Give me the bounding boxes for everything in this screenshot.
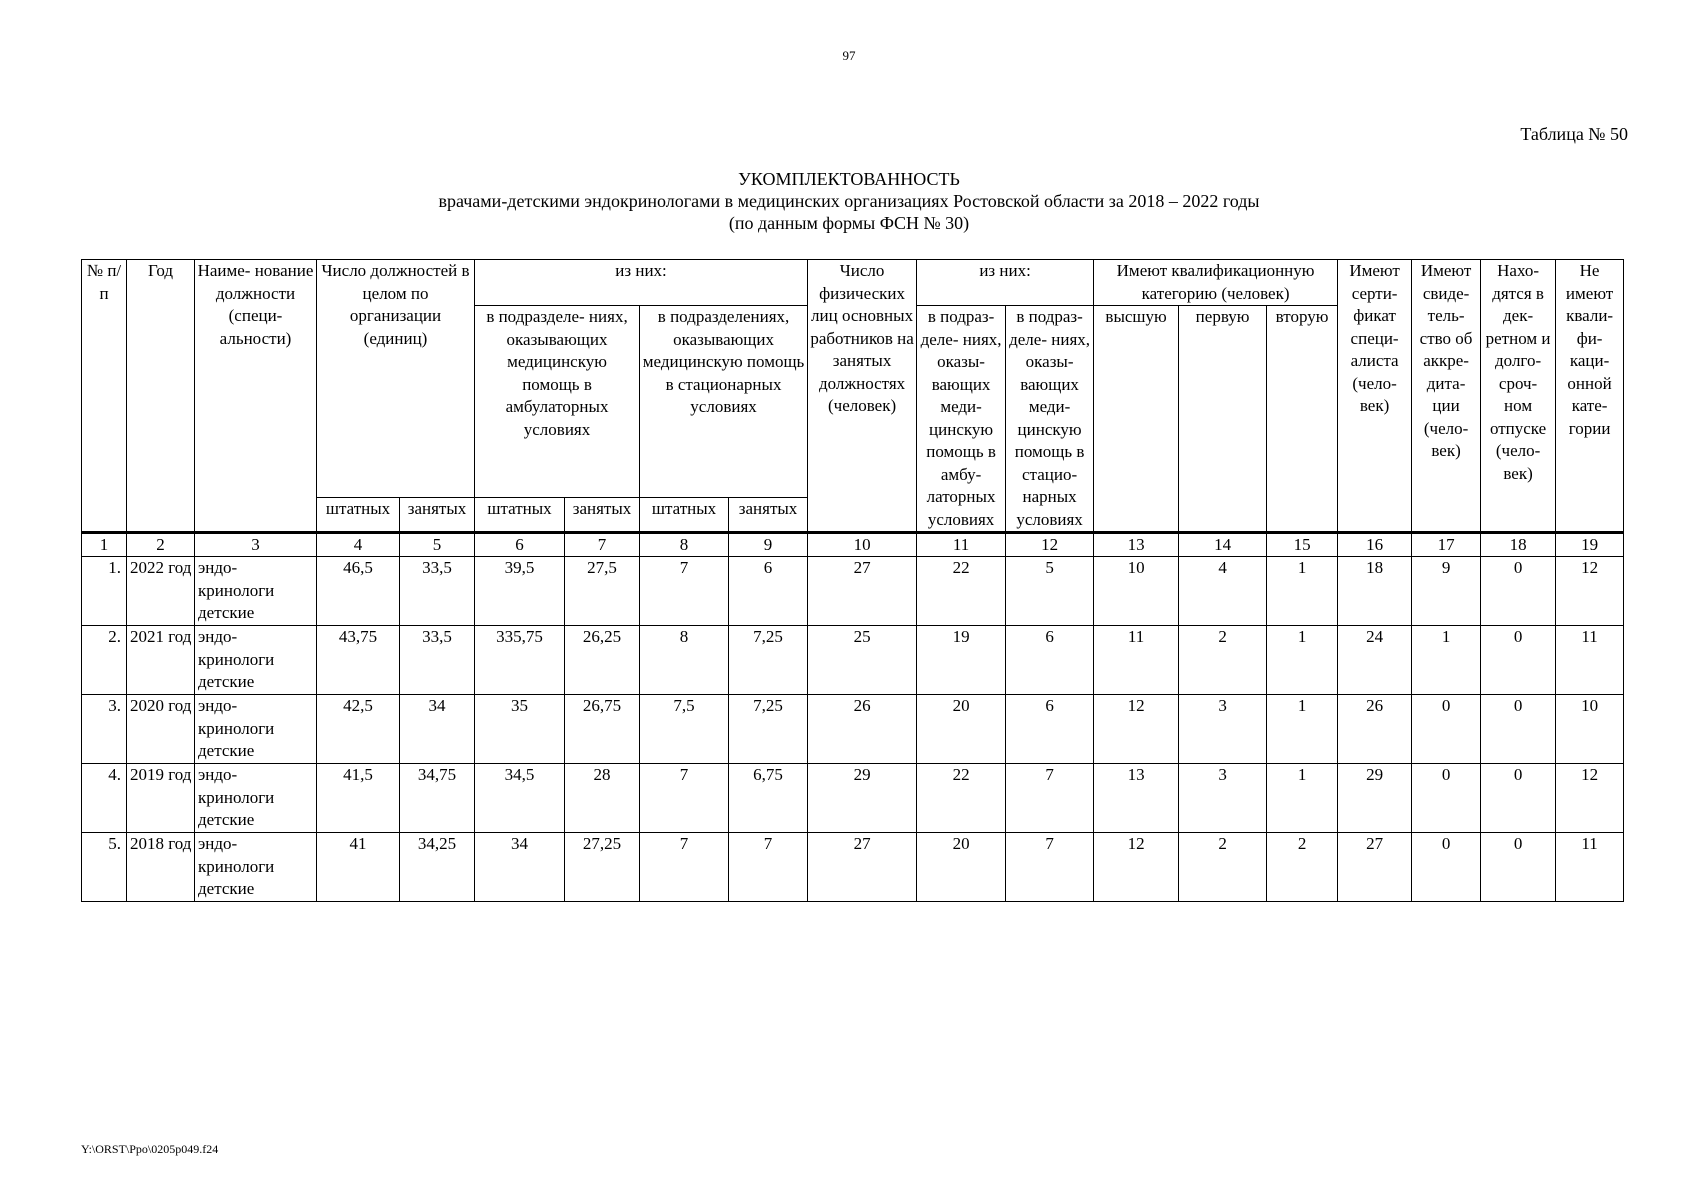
column-number: 18 <box>1481 533 1556 557</box>
cell-inpatient-staff: 7 <box>640 557 729 626</box>
cell-inpatient-staff: 8 <box>640 626 729 695</box>
cell-inpatient-occupied: 7 <box>729 833 808 902</box>
cell-ambulatory-occupied: 27,25 <box>565 833 640 902</box>
cell-second: 1 <box>1267 626 1338 695</box>
column-number: 17 <box>1412 533 1481 557</box>
cell-highest: 10 <box>1094 557 1179 626</box>
cell-positions-staff: 43,75 <box>317 626 400 695</box>
column-number: 12 <box>1006 533 1094 557</box>
cell-year: 2021 год <box>127 626 195 695</box>
column-number: 1 <box>82 533 127 557</box>
table-row <box>82 764 1624 833</box>
cell-position-name: эндо- кринологи детские <box>195 764 317 833</box>
column-number: 7 <box>565 533 640 557</box>
cell-ambulatory-staff: 39,5 <box>475 557 565 626</box>
cell-position-name: эндо- кринологи детские <box>195 833 317 902</box>
cell-second: 1 <box>1267 764 1338 833</box>
header-first: первую <box>1179 306 1267 533</box>
cell-no: 5. <box>82 833 127 902</box>
cell-ambulatory-occupied: 26,25 <box>565 626 640 695</box>
cell-leave: 0 <box>1481 764 1556 833</box>
cell-highest: 11 <box>1094 626 1179 695</box>
cell-second: 1 <box>1267 557 1338 626</box>
cell-first: 4 <box>1179 557 1267 626</box>
cell-ambulatory-occupied: 26,75 <box>565 695 640 764</box>
cell-positions-occupied: 33,5 <box>400 557 475 626</box>
cell-certificate: 18 <box>1338 557 1412 626</box>
column-number-row <box>82 533 1624 557</box>
cell-certificate: 27 <box>1338 833 1412 902</box>
cell-inpatient-occupied: 6,75 <box>729 764 808 833</box>
cell-no: 1. <box>82 557 127 626</box>
cell-ambulatory-staff: 335,75 <box>475 626 565 695</box>
cell-inpatient-staff: 7 <box>640 833 729 902</box>
cell-ambulatory-occupied: 28 <box>565 764 640 833</box>
cell-ambulatory-occupied: 27,5 <box>565 557 640 626</box>
title-line-2: врачами-детскими эндокринологами в медицинских организациях Ростовской области за 2018 – 2022 годы <box>438 191 1260 211</box>
cell-no-category: 12 <box>1556 557 1624 626</box>
cell-ambulatory-staff: 34 <box>475 833 565 902</box>
cell-phys-inpatient: 6 <box>1006 695 1094 764</box>
cell-first: 2 <box>1179 833 1267 902</box>
cell-positions-staff: 46,5 <box>317 557 400 626</box>
header-of-them-1: из них: <box>475 260 808 306</box>
cell-position-name: эндо- кринологи детские <box>195 626 317 695</box>
cell-leave: 0 <box>1481 833 1556 902</box>
header-staff: штатных <box>317 498 400 533</box>
cell-highest: 12 <box>1094 833 1179 902</box>
cell-accreditation: 0 <box>1412 695 1481 764</box>
cell-inpatient-occupied: 7,25 <box>729 695 808 764</box>
cell-accreditation: 9 <box>1412 557 1481 626</box>
column-number: 5 <box>400 533 475 557</box>
cell-positions-occupied: 34,25 <box>400 833 475 902</box>
cell-phys-ambulatory: 20 <box>917 833 1006 902</box>
header-occupied: занятых <box>400 498 475 533</box>
cell-year: 2020 год <box>127 695 195 764</box>
cell-accreditation: 1 <box>1412 626 1481 695</box>
cell-positions-staff: 41 <box>317 833 400 902</box>
cell-certificate: 29 <box>1338 764 1412 833</box>
column-number: 19 <box>1556 533 1624 557</box>
header-of-them-2: из них: <box>917 260 1094 306</box>
cell-no-category: 11 <box>1556 626 1624 695</box>
header-highest: высшую <box>1094 306 1179 533</box>
cell-second: 1 <box>1267 695 1338 764</box>
cell-physical-persons: 29 <box>808 764 917 833</box>
header-no: № п/п <box>82 260 127 533</box>
cell-leave: 0 <box>1481 626 1556 695</box>
cell-inpatient-occupied: 7,25 <box>729 626 808 695</box>
cell-physical-persons: 26 <box>808 695 917 764</box>
header-ambulatory: в подразделе- ниях, оказывающих медицинскую помощь в амбулаторных условиях <box>475 306 640 498</box>
cell-positions-occupied: 34,75 <box>400 764 475 833</box>
header-certificate: Имеют серти- фикат специ- алиста (чело- век) <box>1338 260 1412 533</box>
cell-phys-ambulatory: 19 <box>917 626 1006 695</box>
cell-positions-staff: 42,5 <box>317 695 400 764</box>
cell-positions-staff: 41,5 <box>317 764 400 833</box>
cell-ambulatory-staff: 35 <box>475 695 565 764</box>
cell-phys-ambulatory: 22 <box>917 764 1006 833</box>
header-second: вторую <box>1267 306 1338 533</box>
table-number: Таблица № 50 <box>1520 124 1628 144</box>
cell-highest: 13 <box>1094 764 1179 833</box>
cell-position-name: эндо- кринологи детские <box>195 557 317 626</box>
cell-accreditation: 0 <box>1412 833 1481 902</box>
cell-second: 2 <box>1267 833 1338 902</box>
header-position-name: Наиме- нование должности (специ- альности) <box>195 260 317 533</box>
column-number: 3 <box>195 533 317 557</box>
header-no-category: Не имеют квали- фи- каци- онной кате- гории <box>1556 260 1624 533</box>
cell-inpatient-occupied: 6 <box>729 557 808 626</box>
cell-inpatient-staff: 7 <box>640 764 729 833</box>
cell-inpatient-staff: 7,5 <box>640 695 729 764</box>
table-row <box>82 557 1624 626</box>
cell-no-category: 11 <box>1556 833 1624 902</box>
column-number: 14 <box>1179 533 1267 557</box>
column-number: 11 <box>917 533 1006 557</box>
cell-first: 3 <box>1179 695 1267 764</box>
cell-physical-persons: 27 <box>808 557 917 626</box>
table-row <box>82 695 1624 764</box>
cell-year: 2019 год <box>127 764 195 833</box>
header-positions-total: Число должностей в целом по организации (единиц) <box>317 260 475 498</box>
table-row <box>82 833 1624 902</box>
cell-phys-inpatient: 5 <box>1006 557 1094 626</box>
column-number: 9 <box>729 533 808 557</box>
header-staff: штатных <box>640 498 729 533</box>
column-number: 10 <box>808 533 917 557</box>
column-number: 2 <box>127 533 195 557</box>
cell-year: 2018 год <box>127 833 195 902</box>
column-number: 8 <box>640 533 729 557</box>
table-row <box>82 626 1624 695</box>
cell-position-name: эндо- кринологи детские <box>195 695 317 764</box>
cell-year: 2022 год <box>127 557 195 626</box>
header-leave: Нахо- дятся в дек- ретном и долго- сроч- ном отпуске (чело- век) <box>1481 260 1556 533</box>
column-number: 13 <box>1094 533 1179 557</box>
column-number: 4 <box>317 533 400 557</box>
cell-phys-ambulatory: 22 <box>917 557 1006 626</box>
cell-no-category: 12 <box>1556 764 1624 833</box>
cell-phys-inpatient: 7 <box>1006 764 1094 833</box>
header-physical-persons: Число физических лиц основных работников на занятых должностях (человек) <box>808 260 917 533</box>
cell-leave: 0 <box>1481 557 1556 626</box>
header-phys-ambulatory: в подраз- деле- ниях, оказы- вающих меди- цинскую помощь в амбу- латорных условиях <box>917 306 1006 533</box>
cell-ambulatory-staff: 34,5 <box>475 764 565 833</box>
cell-no-category: 10 <box>1556 695 1624 764</box>
cell-leave: 0 <box>1481 695 1556 764</box>
cell-first: 2 <box>1179 626 1267 695</box>
cell-physical-persons: 27 <box>808 833 917 902</box>
header-year: Год <box>127 260 195 533</box>
header-accreditation: Имеют свиде- тель- ство об аккре- дита- ции (чело- век) <box>1412 260 1481 533</box>
cell-no: 3. <box>82 695 127 764</box>
header-occupied: занятых <box>565 498 640 533</box>
title-line-3: (по данным формы ФСН № 30) <box>728 213 970 233</box>
cell-certificate: 26 <box>1338 695 1412 764</box>
column-number: 15 <box>1267 533 1338 557</box>
column-number: 16 <box>1338 533 1412 557</box>
file-path-footer: Y:\ORST\Ppo\0205p049.f24 <box>81 1142 219 1156</box>
table-title <box>0 168 1698 234</box>
header-qualification: Имеют квалификационную категорию (человек) <box>1094 260 1338 306</box>
cell-phys-ambulatory: 20 <box>917 695 1006 764</box>
page-number: 97 <box>842 48 856 63</box>
cell-positions-occupied: 33,5 <box>400 626 475 695</box>
header-inpatient: в подразделениях, оказывающих медицинскую помощь в стационарных условиях <box>640 306 808 498</box>
title-line-1: УКОМПЛЕКТОВАННОСТЬ <box>738 169 960 189</box>
header-occupied: занятых <box>729 498 808 533</box>
staffing-table <box>81 259 1624 902</box>
cell-no: 2. <box>82 626 127 695</box>
header-phys-inpatient: в подраз- деле- ниях, оказы- вающих меди- цинскую помощь в стацио- нарных условиях <box>1006 306 1094 533</box>
cell-accreditation: 0 <box>1412 764 1481 833</box>
cell-first: 3 <box>1179 764 1267 833</box>
cell-phys-inpatient: 7 <box>1006 833 1094 902</box>
cell-highest: 12 <box>1094 695 1179 764</box>
cell-phys-inpatient: 6 <box>1006 626 1094 695</box>
cell-physical-persons: 25 <box>808 626 917 695</box>
header-row <box>82 260 1624 306</box>
column-number: 6 <box>475 533 565 557</box>
header-staff: штатных <box>475 498 565 533</box>
cell-positions-occupied: 34 <box>400 695 475 764</box>
cell-no: 4. <box>82 764 127 833</box>
cell-certificate: 24 <box>1338 626 1412 695</box>
